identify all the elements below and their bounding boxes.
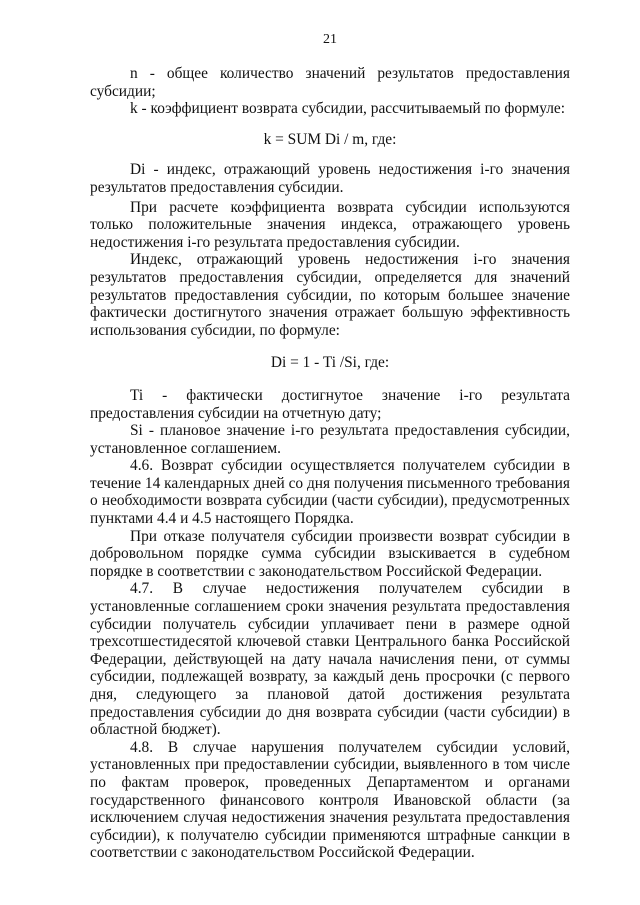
paragraph-si-definition: Si - плановое значение i-го результата предоставления субсидии, установленное соглашением. <box>90 422 570 457</box>
paragraph-positive-values: При расчете коэффициента возврата субсидии используются только положительные значения индекса, отражающего уровень недостижения i-го результата предоставления субсидии. <box>90 198 570 251</box>
formula-k: k = SUM Di / m, где: <box>263 130 397 148</box>
paragraph-n-definition: n - общее количество значений результатов предоставления субсидии; <box>90 65 570 100</box>
paragraph-4-8: 4.8. В случае нарушения получателем субсидии условий, установленных при предоставлении субсидии, выявленного в том числе по фактам проверок, проведенных Департаментом и органами государственного финансового контроля Ивановской области (за исключением случая недостижения значения результата предоставления субсидии), к получателю субсидии применяются штрафные санкции в соответствии с законодательством Российской Федерации. <box>90 738 570 862</box>
page-number: 21 <box>323 32 337 47</box>
paragraph-4-6: 4.6. Возврат субсидии осуществляется получателем субсидии в течение 14 календарных дней со дня получения письменного требования о необходимости возврата субсидии (части субсидии), предусмотренных пунктами 4.4 и 4.5 настоящего Порядка. <box>90 457 570 528</box>
paragraph-index-calculation: Индекс, отражающий уровень недостижения i-го значения результатов предоставления субсидии, определяется для значений результатов предоставления субсидии, по которым большее значение фактически достигнутого значения отражает большую эффективность использования субсидии, по формуле: <box>90 251 570 339</box>
paragraph-di-definition: Di - индекс, отражающий уровень недостижения i-го значения результатов предоставления субсидии. <box>90 161 570 196</box>
paragraph-k-definition: k - коэффициент возврата субсидии, рассчитываемый по формуле: <box>130 100 566 118</box>
paragraph-4-7: 4.7. В случае недостижения получателем субсидии в установленные соглашением сроки значения результата предоставления субсидии получатель субсидии уплачивает пени в размере одной трехсотшестидесятой ключевой ставки Центрального банка Российской Федерации, действующей на дату начала начисления пени, от суммы субсидии, подлежащей возврату, за каждый день просрочки (с первого дня, следующего за плановой датой достижения результата предоставления субсидии до дня возврата субсидии (части субсидии) в областной бюджет). <box>90 580 570 739</box>
paragraph-refusal: При отказе получателя субсидии произвести возврат субсидии в добровольном порядке сумма субсидии взыскивается в судебном порядке в соответствии с законодательством Российской Федерации. <box>90 527 570 580</box>
paragraph-ti-definition: Ti - фактически достигнутое значение i-го результата предоставления субсидии на отчетную дату; <box>90 386 570 422</box>
formula-di: Di = 1 - Ti /Si, где: <box>270 354 390 372</box>
